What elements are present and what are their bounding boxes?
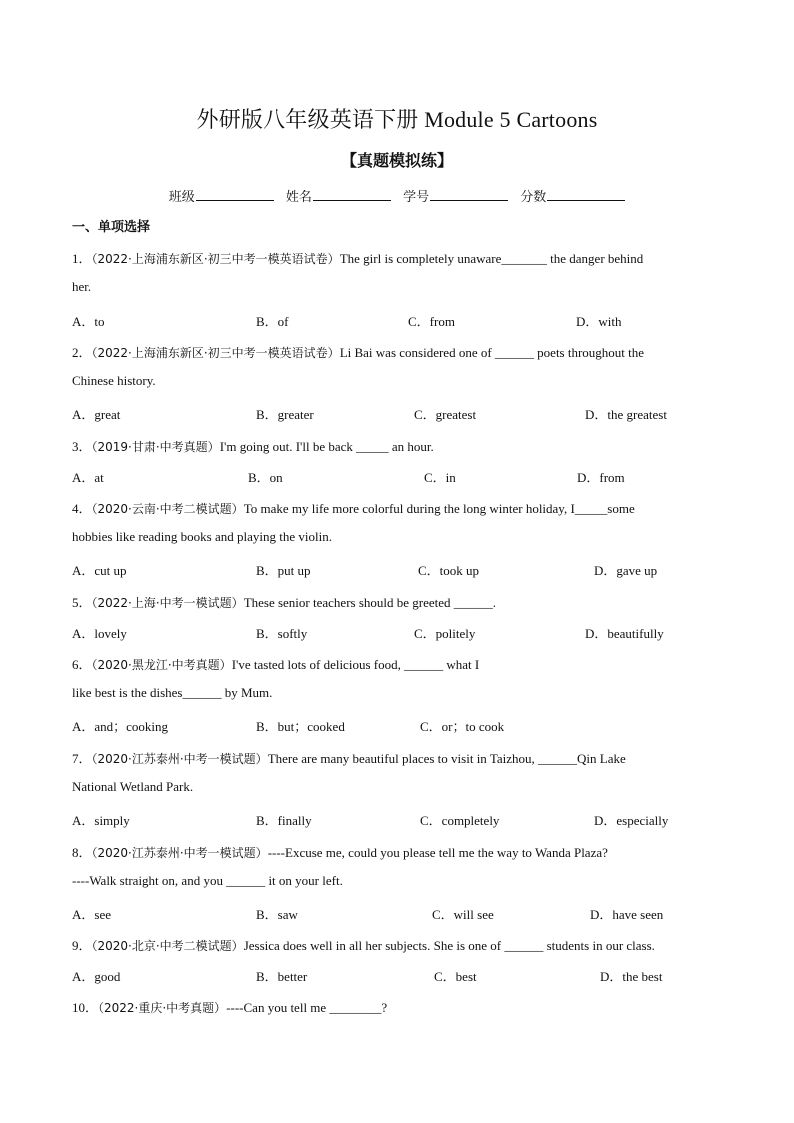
question-source: （2022·上海·中考一模试题） [91, 596, 244, 610]
question-number: 10． [72, 1000, 99, 1015]
student-info-row [0, 186, 794, 205]
question-text: There are many beautiful places to visit in Taizhou, ______Qin Lake [267, 751, 626, 766]
question-number: 6． [72, 657, 92, 672]
question-number: 1． [72, 251, 92, 266]
answer-option[interactable]: B．finally [256, 813, 312, 828]
answer-option[interactable]: A．simply [72, 813, 130, 828]
question-source: （2020·黑龙江·中考真题） [91, 658, 232, 672]
question-text: ----Can you tell me ________? [226, 1000, 388, 1015]
student-id-blank [430, 188, 508, 201]
question-number: 3． [72, 439, 92, 454]
answer-option[interactable]: C．greatest [414, 407, 477, 422]
question-stem-continued [72, 373, 722, 389]
student-id-field [403, 186, 508, 205]
answer-option[interactable]: A．see [72, 907, 111, 922]
answer-options [72, 404, 722, 422]
question-stem [72, 248, 722, 267]
answer-option[interactable]: B．better [256, 969, 308, 984]
section-heading: 一、单项选择 [72, 220, 151, 235]
name-label: 姓名 [285, 190, 312, 205]
question-stem-continued [72, 873, 722, 889]
question-source: （2020·江苏泰州·中考一模试题） [91, 752, 268, 766]
question-source: （2019·甘肃·中考真题） [91, 440, 220, 454]
answer-option[interactable]: A．cut up [72, 563, 127, 578]
question-number: 2． [72, 345, 92, 360]
answer-option[interactable]: C．best [434, 969, 477, 984]
answer-options [72, 810, 722, 828]
question-stem [72, 342, 722, 361]
answer-option[interactable]: A．and；cooking [72, 719, 169, 734]
answer-option[interactable]: C．politely [414, 626, 476, 641]
question-text: The girl is completely unaware_______ the danger behind [339, 251, 644, 266]
question-number: 7． [72, 751, 92, 766]
name-field [286, 186, 391, 205]
answer-option[interactable]: B．saw [256, 907, 298, 922]
answer-option[interactable]: C．will see [432, 907, 494, 922]
question-text: Jessica does well in all her subjects. She is one of ______ students in our class. [243, 938, 655, 953]
question-source: （2022·重庆·中考真题） [98, 1001, 227, 1015]
question-stem-continued [72, 529, 722, 545]
question-number: 4． [72, 501, 92, 516]
question-stem [72, 592, 722, 611]
student-id-label: 学号 [403, 190, 430, 205]
answer-options [72, 311, 722, 329]
question-text: like best is the dishes______ by Mum. [72, 685, 273, 700]
question-stem [72, 436, 722, 455]
answer-option[interactable]: C．or；to cook [420, 719, 505, 734]
class-blank [196, 188, 274, 201]
answer-option[interactable]: A．to [72, 314, 105, 329]
answer-option[interactable]: D．the best [600, 969, 663, 984]
answer-option[interactable]: A．at [72, 470, 104, 485]
question-stem [72, 498, 722, 517]
score-label: 分数 [520, 190, 547, 205]
question-text: I'm going out. I'll be back _____ an hour. [219, 439, 434, 454]
answer-option[interactable]: D．the greatest [585, 407, 667, 422]
answer-options [72, 623, 722, 641]
answer-option[interactable]: C．from [408, 314, 455, 329]
page-subtitle: 【真题模拟练】 [340, 151, 453, 170]
class-label: 班级 [168, 190, 195, 205]
question-text: I've tasted lots of delicious food, ______ what I [231, 657, 480, 672]
question-stem [72, 654, 722, 673]
question-text: Chinese history. [72, 373, 156, 388]
question-source: （2020·云南·中考二模试题） [91, 502, 244, 516]
question-stem [72, 935, 722, 954]
answer-option[interactable]: B．of [256, 314, 289, 329]
question-text: ----Walk straight on, and you ______ it on your left. [72, 873, 343, 888]
answer-option[interactable]: D．from [577, 470, 625, 485]
answer-option[interactable]: B．on [248, 470, 283, 485]
answer-options [72, 966, 722, 984]
answer-options [72, 560, 722, 578]
answer-option[interactable]: D．have seen [590, 907, 664, 922]
answer-options [72, 467, 722, 485]
question-stem [72, 997, 722, 1016]
question-source: （2020·北京·中考二模试题） [91, 939, 244, 953]
answer-option[interactable]: A．good [72, 969, 121, 984]
question-source: （2022·上海浦东新区·初三中考一模英语试卷） [91, 346, 340, 360]
answer-option[interactable]: B．greater [256, 407, 314, 422]
answer-option[interactable]: D．gave up [594, 563, 658, 578]
answer-option[interactable]: C．took up [418, 563, 480, 578]
page-title: 外研版八年级英语下册 Module 5 Cartoons [196, 107, 598, 132]
score-blank [547, 188, 625, 201]
answer-options [72, 716, 722, 734]
answer-option[interactable]: D．with [576, 314, 622, 329]
question-stem [72, 748, 722, 767]
question-text: Li Bai was considered one of ______ poets throughout the [339, 345, 645, 360]
answer-option[interactable]: C．completely [420, 813, 500, 828]
question-source: （2020·江苏泰州·中考一模试题） [91, 846, 268, 860]
question-text: ----Excuse me, could you please tell me the way to Wanda Plaza? [267, 845, 608, 860]
question-number: 9． [72, 938, 92, 953]
answer-option[interactable]: D．beautifully [585, 626, 664, 641]
question-source: （2022·上海浦东新区·初三中考一模英语试卷） [91, 252, 340, 266]
question-text: her. [72, 279, 92, 294]
question-text: hobbies like reading books and playing the violin. [72, 529, 332, 544]
answer-option[interactable]: C．in [424, 470, 456, 485]
answer-option[interactable]: B．softly [256, 626, 308, 641]
question-stem [72, 842, 722, 861]
answer-option[interactable]: A．lovely [72, 626, 127, 641]
question-text: These senior teachers should be greeted ______. [243, 595, 497, 610]
question-text: National Wetland Park. [72, 779, 194, 794]
question-number: 5． [72, 595, 92, 610]
question-stem-continued [72, 685, 722, 701]
score-field [520, 186, 625, 205]
answer-option[interactable]: B．put up [256, 563, 311, 578]
answer-option[interactable]: A．great [72, 407, 121, 422]
class-field [169, 186, 274, 205]
question-stem-continued [72, 279, 722, 295]
question-text: To make my life more colorful during the long winter holiday, I_____some [243, 501, 635, 516]
answer-options [72, 904, 722, 922]
answer-option[interactable]: D．especially [594, 813, 669, 828]
question-number: 8． [72, 845, 92, 860]
name-blank [313, 188, 391, 201]
answer-option[interactable]: B．but；cooked [256, 719, 345, 734]
question-stem-continued [72, 779, 722, 795]
